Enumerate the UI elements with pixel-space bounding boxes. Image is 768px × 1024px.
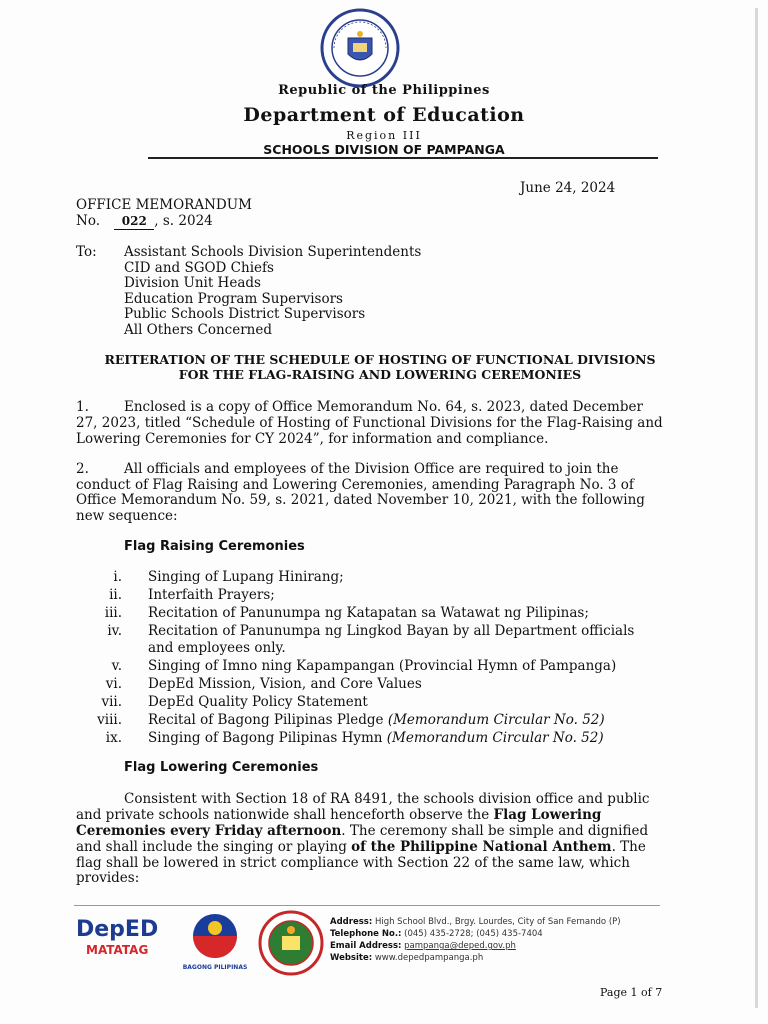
list-number: i. bbox=[113, 569, 122, 585]
sdo-pampanga-seal-icon bbox=[258, 910, 324, 976]
paragraph-3-line bbox=[76, 823, 648, 839]
paragraph-3-line: provides: bbox=[76, 870, 140, 886]
department-name: Department of Education bbox=[243, 104, 525, 126]
memo-number-row bbox=[76, 213, 213, 230]
website-link[interactable]: www.depedpampanga.ph bbox=[374, 953, 484, 963]
list-item: DepEd Quality Policy Statement bbox=[148, 694, 368, 710]
page-number: Page 1 of 7 bbox=[600, 986, 663, 999]
bagong-pilipinas-logo bbox=[180, 912, 250, 972]
paragraph-1-line: Lowering Ceremonies for CY 2024”, for information and compliance. bbox=[76, 431, 549, 447]
memo-date: June 24, 2024 bbox=[520, 180, 616, 196]
paragraph-2-line: Office Memorandum No. 59, s. 2021, dated November 10, 2021, with the following bbox=[76, 492, 645, 508]
paragraph-1-line: 27, 2023, titled “Schedule of Hosting of Functional Divisions for the Flag-Raising and bbox=[76, 415, 663, 431]
address-label: Address: bbox=[330, 917, 373, 927]
memo-title-line2: FOR THE FLAG-RAISING AND LOWERING CEREMONIES bbox=[178, 367, 582, 382]
flag-lowering-heading: Flag Lowering Ceremonies bbox=[124, 760, 319, 775]
paragraph-1-line: Enclosed is a copy of Office Memorandum No. 64, s. 2023, dated December bbox=[124, 399, 643, 415]
list-item: Singing of Lupang Hinirang; bbox=[148, 569, 344, 585]
list-item-text: Recital of Bagong Pilipinas Pledge bbox=[148, 712, 388, 728]
text-run-bold: Flag Lowering bbox=[493, 807, 602, 823]
list-number: vii. bbox=[101, 694, 122, 710]
matatag-logo-text: MATATAG bbox=[86, 943, 149, 957]
text-run: and private schools nationwide shall henceforth observe the bbox=[76, 807, 494, 823]
list-item-continuation: and employees only. bbox=[148, 640, 286, 656]
list-item-note: (Memorandum Circular No. 52) bbox=[386, 730, 604, 746]
list-item bbox=[148, 730, 604, 746]
list-item-text: Singing of Bagong Pilipinas Hymn bbox=[148, 730, 387, 746]
website-row bbox=[330, 952, 621, 964]
text-run: . The bbox=[611, 839, 646, 855]
list-number: viii. bbox=[97, 712, 122, 728]
text-run: . The ceremony shall be simple and dignified bbox=[341, 823, 649, 839]
telephone-row bbox=[330, 928, 621, 940]
recipient: Assistant Schools Division Superintendents bbox=[124, 244, 422, 260]
division-name: SCHOOLS DIVISION OF PAMPANGA bbox=[263, 142, 505, 157]
paragraph-2-line: All officials and employees of the Division Office are required to join the bbox=[124, 461, 619, 477]
paragraph-3-line: flag shall be lowered in strict compliance with Section 22 of the same law, which bbox=[76, 855, 630, 871]
email-link[interactable]: pampanga@deped.gov.ph bbox=[404, 941, 516, 951]
list-item bbox=[148, 712, 605, 728]
recipient: Division Unit Heads bbox=[124, 275, 261, 291]
memo-number-label: No. bbox=[76, 213, 100, 229]
list-number: vi. bbox=[105, 676, 122, 692]
flag-raising-heading: Flag Raising Ceremonies bbox=[124, 539, 305, 554]
list-number: ix. bbox=[105, 730, 122, 746]
list-number: iii. bbox=[104, 605, 122, 621]
header-rule bbox=[148, 157, 658, 159]
address-value: High School Blvd., Brgy. Lourdes, City of San Fernando (P) bbox=[374, 917, 621, 927]
republic-line: Republic of the Philippines bbox=[278, 83, 490, 98]
paragraph-number: 2. bbox=[76, 461, 89, 477]
email-label: Email Address: bbox=[330, 941, 402, 951]
recipient: Education Program Supervisors bbox=[124, 291, 343, 307]
email-row bbox=[330, 940, 621, 952]
telephone-label: Telephone No.: bbox=[330, 929, 402, 939]
bagong-pilipinas-emblem-icon bbox=[180, 912, 250, 960]
memo-type: OFFICE MEMORANDUM bbox=[76, 197, 252, 213]
deped-seal-icon bbox=[320, 8, 400, 88]
address-row bbox=[330, 916, 621, 928]
list-item: Recitation of Panunumpa ng Katapatan sa Watawat ng Pilipinas; bbox=[148, 605, 589, 621]
region-line: Region III bbox=[346, 129, 422, 142]
footer-contact-block bbox=[330, 916, 621, 964]
memo-number-value: 022 bbox=[114, 213, 154, 230]
paragraph-3-line bbox=[76, 807, 601, 823]
list-number: ii. bbox=[109, 587, 122, 603]
telephone-value: (045) 435-2728; (045) 435-7404 bbox=[404, 929, 543, 939]
recipient: CID and SGOD Chiefs bbox=[124, 260, 274, 276]
text-run-bold: Ceremonies every Friday afternoon bbox=[76, 823, 342, 839]
deped-logo-text: DepED bbox=[76, 917, 159, 942]
list-number: iv. bbox=[107, 623, 122, 639]
list-number: v. bbox=[111, 658, 122, 674]
recipient: All Others Concerned bbox=[124, 322, 273, 338]
footer-rule bbox=[74, 905, 660, 906]
memo-series: , s. 2024 bbox=[154, 213, 213, 229]
paragraph-3-line: Consistent with Section 18 of RA 8491, the schools division office and public bbox=[124, 791, 650, 807]
list-item: Interfaith Prayers; bbox=[148, 587, 275, 603]
memo-title-line1: REITERATION OF THE SCHEDULE OF HOSTING OF FUNCTIONAL DIVISIONS bbox=[104, 352, 656, 367]
paragraph-3-line bbox=[76, 839, 646, 855]
recipient: Public Schools District Supervisors bbox=[124, 306, 366, 322]
paragraph-number: 1. bbox=[76, 399, 89, 415]
text-run: and shall include the singing or playing bbox=[76, 839, 352, 855]
to-label: To: bbox=[76, 244, 97, 260]
bagong-pilipinas-text: BAGONG PILIPINAS bbox=[182, 964, 248, 971]
paragraph-2-line: new sequence: bbox=[76, 508, 178, 524]
text-run-bold: of the Philippine National Anthem bbox=[351, 839, 612, 855]
deped-matatag-logo bbox=[76, 918, 176, 968]
paragraph-2-line: conduct of Flag Raising and Lowering Ceremonies, amending Paragraph No. 3 of bbox=[76, 477, 634, 493]
website-label: Website: bbox=[330, 953, 373, 963]
list-item: Singing of Imno ning Kapampangan (Provincial Hymn of Pampanga) bbox=[148, 658, 617, 674]
list-item-note: (Memorandum Circular No. 52) bbox=[387, 712, 605, 728]
page-edge-shadow bbox=[755, 8, 758, 1008]
list-item: Recitation of Panunumpa ng Lingkod Bayan by all Department officials bbox=[148, 623, 635, 639]
list-item: DepEd Mission, Vision, and Core Values bbox=[148, 676, 422, 692]
